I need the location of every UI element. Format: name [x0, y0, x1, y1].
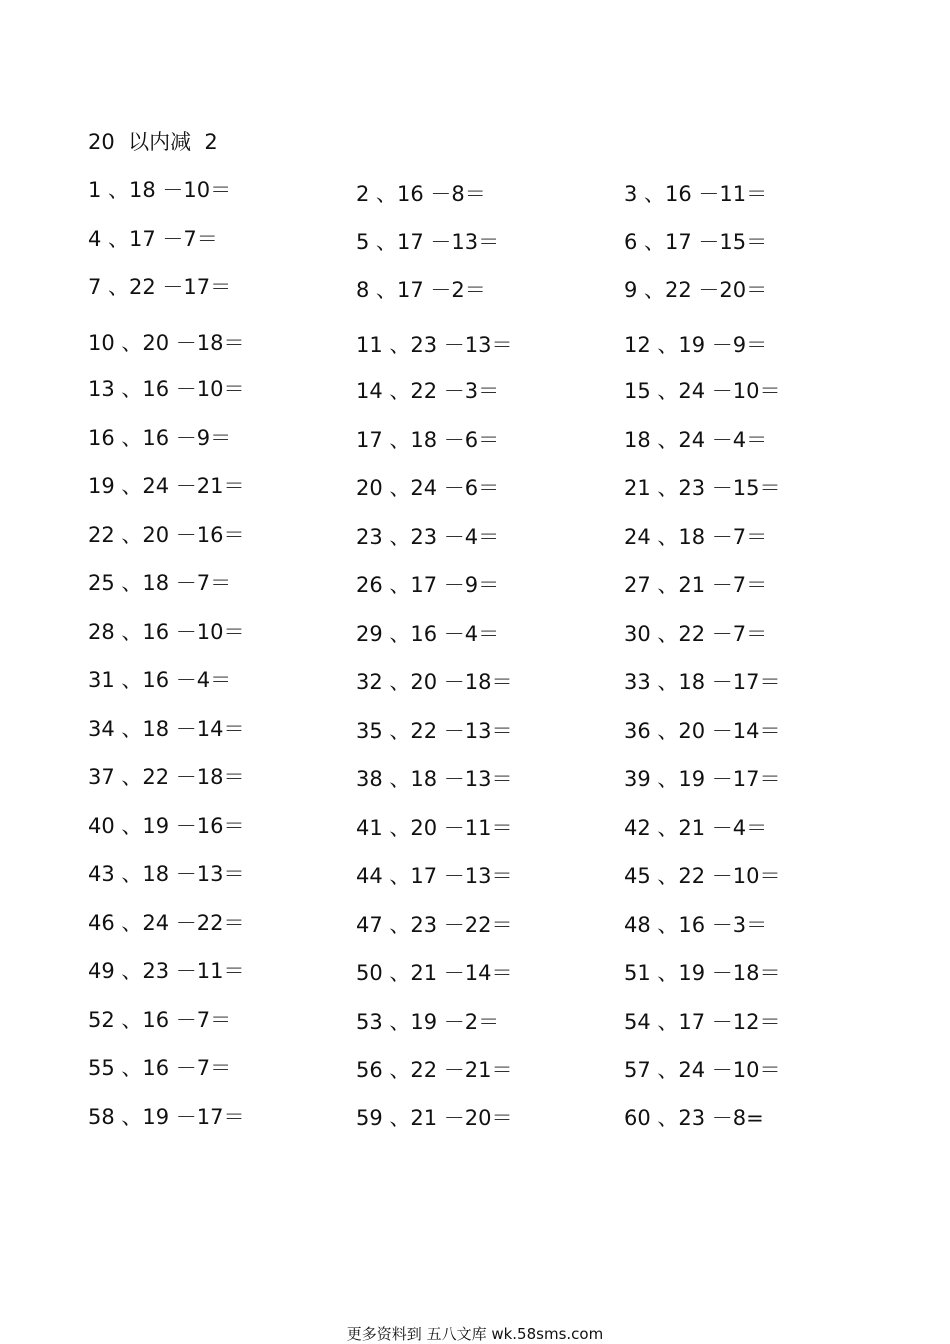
problem-item: 51 、19 －18＝ — [624, 961, 781, 985]
problem-item: 17 、18 －6＝ — [356, 428, 500, 452]
problem-item: 23 、23 －4＝ — [356, 525, 500, 549]
problem-item: 45 、22 －10＝ — [624, 864, 781, 888]
problem-item: 2 、16 －8＝ — [356, 182, 486, 206]
problem-item: 21 、23 －15＝ — [624, 476, 781, 500]
problem-item: 34 、18 －14＝ — [88, 717, 245, 741]
problem-item: 27 、21 －7＝ — [624, 573, 768, 597]
problem-item: 38 、18 －13＝ — [356, 767, 513, 791]
problem-item: 29 、16 －4＝ — [356, 622, 500, 646]
problem-item: 9 、22 －20＝ — [624, 278, 768, 302]
problem-item: 33 、18 －17＝ — [624, 670, 781, 694]
problem-item: 25 、18 －7＝ — [88, 571, 232, 595]
problem-item: 40 、19 －16＝ — [88, 814, 245, 838]
problem-item: 14 、22 －3＝ — [356, 379, 500, 403]
problem-item: 10 、20 －18＝ — [88, 331, 245, 355]
problem-item: 18 、24 －4＝ — [624, 428, 768, 452]
problem-item: 32 、20 －18＝ — [356, 670, 513, 694]
problem-item: 55 、16 －7＝ — [88, 1056, 232, 1080]
problem-item: 31 、16 －4＝ — [88, 668, 232, 692]
problem-item: 3 、16 －11＝ — [624, 182, 768, 206]
problem-item: 37 、22 －18＝ — [88, 765, 245, 789]
problem-item: 4 、17 －7＝ — [88, 227, 218, 251]
problem-item: 49 、23 －11＝ — [88, 959, 245, 983]
problem-item: 7 、22 －17＝ — [88, 275, 232, 299]
problem-item: 43 、18 －13＝ — [88, 862, 245, 886]
problem-item: 53 、19 －2＝ — [356, 1010, 500, 1034]
page-title: 20 以内减 2 — [88, 130, 218, 154]
footer-watermark: 更多资料到 五八文库 wk.58sms.com — [346, 1325, 604, 1343]
problem-item: 39 、19 －17＝ — [624, 767, 781, 791]
problem-item: 15 、24 －10＝ — [624, 379, 781, 403]
problem-item: 12 、19 －9＝ — [624, 333, 768, 357]
problem-item: 46 、24 －22＝ — [88, 911, 245, 935]
problem-item: 58 、19 －17＝ — [88, 1105, 245, 1129]
problem-item: 36 、20 －14＝ — [624, 719, 781, 743]
problem-item: 60 、23 －8= — [624, 1106, 764, 1130]
problem-item: 30 、22 －7＝ — [624, 622, 768, 646]
problem-item: 50 、21 －14＝ — [356, 961, 513, 985]
problem-item: 44 、17 －13＝ — [356, 864, 513, 888]
problem-item: 22 、20 －16＝ — [88, 523, 245, 547]
problem-item: 11 、23 －13＝ — [356, 333, 513, 357]
problem-item: 52 、16 －7＝ — [88, 1008, 232, 1032]
problem-item: 28 、16 －10＝ — [88, 620, 245, 644]
problem-item: 26 、17 －9＝ — [356, 573, 500, 597]
problem-item: 35 、22 －13＝ — [356, 719, 513, 743]
problem-item: 19 、24 －21＝ — [88, 474, 245, 498]
problem-item: 54 、17 －12＝ — [624, 1010, 781, 1034]
problem-item: 13 、16 －10＝ — [88, 377, 245, 401]
problem-item: 8 、17 －2＝ — [356, 278, 486, 302]
problem-item: 47 、23 －22＝ — [356, 913, 513, 937]
problem-item: 41 、20 －11＝ — [356, 816, 513, 840]
problem-item: 48 、16 －3＝ — [624, 913, 768, 937]
problem-item: 6 、17 －15＝ — [624, 230, 768, 254]
problem-item: 5 、17 －13＝ — [356, 230, 500, 254]
problem-item: 20 、24 －6＝ — [356, 476, 500, 500]
problem-item: 24 、18 －7＝ — [624, 525, 768, 549]
problem-item: 56 、22 －21＝ — [356, 1058, 513, 1082]
problem-item: 57 、24 －10＝ — [624, 1058, 781, 1082]
problem-item: 59 、21 －20＝ — [356, 1106, 513, 1130]
problem-item: 42 、21 －4＝ — [624, 816, 768, 840]
problem-item: 16 、16 －9＝ — [88, 426, 232, 450]
problem-item: 1 、18 －10＝ — [88, 178, 232, 202]
